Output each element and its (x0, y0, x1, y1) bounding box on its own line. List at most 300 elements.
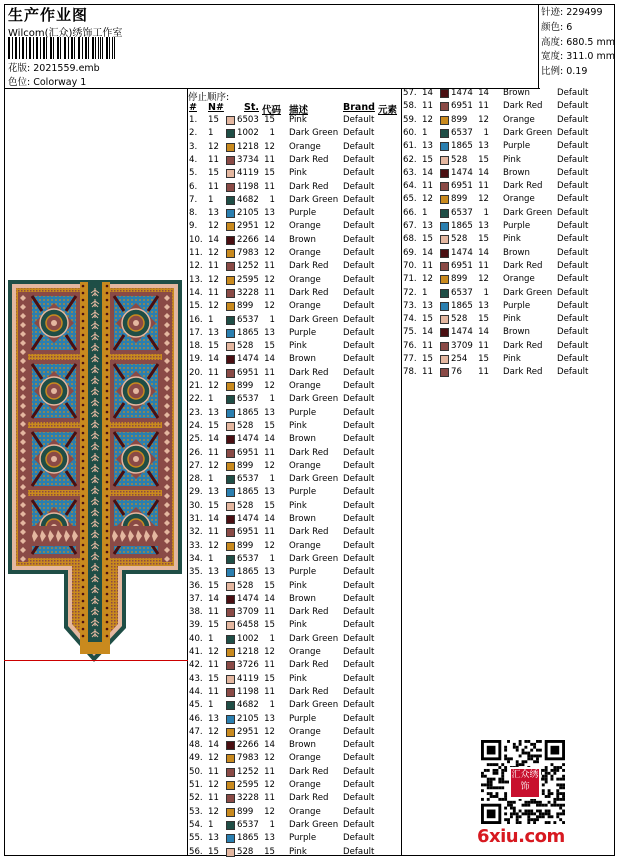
qr-module (490, 786, 493, 789)
color-number: 11 (264, 660, 275, 671)
stitch-dot (82, 488, 85, 491)
qr-module (545, 778, 548, 781)
needle-number: 12 (208, 540, 219, 551)
color-description: Dark Green (503, 287, 553, 298)
thread-code: 528 (451, 154, 468, 165)
qr-module (498, 781, 501, 784)
color-number: 14 (478, 247, 489, 258)
qr-module (501, 769, 504, 772)
stitch-dot (82, 376, 85, 379)
color-description: Dark Green (503, 127, 553, 138)
stitch-dot (82, 572, 85, 575)
color-swatch (440, 129, 449, 138)
qr-module (556, 783, 559, 786)
color-swatch (440, 222, 449, 231)
qr-module (516, 812, 519, 815)
brand: Default (343, 686, 375, 697)
stitch-dot (82, 544, 85, 547)
color-description: Brown (289, 740, 316, 751)
color-description: Pink (289, 620, 307, 631)
brand: Default (343, 593, 375, 604)
needle-number: 11 (208, 181, 219, 192)
stop-number: 41. (189, 647, 203, 657)
brand: Default (343, 673, 375, 684)
stop-number: 34. (189, 553, 203, 564)
color-description: Purple (503, 300, 531, 311)
color-description: Brown (503, 167, 530, 178)
stitch-dot (82, 621, 85, 624)
qr-module (504, 807, 507, 810)
qr-module (533, 801, 536, 804)
qr-module (553, 821, 556, 824)
needle-number: 12 (208, 647, 219, 657)
color-swatch (440, 235, 449, 244)
color-description: Pink (289, 168, 307, 179)
color-swatch (226, 369, 235, 378)
brand: Default (557, 274, 589, 285)
brand: Default (343, 793, 375, 804)
color-description: Orange (289, 381, 321, 391)
qr-module (504, 812, 507, 815)
col-header-stop: # (189, 102, 197, 113)
qr-module (495, 763, 498, 766)
needle-number: 11 (422, 260, 433, 271)
brand: Default (343, 407, 375, 418)
stop-number: 36. (189, 580, 203, 591)
color-description: Purple (503, 221, 531, 231)
qr-module (553, 769, 556, 772)
brand: Default (343, 381, 375, 391)
brand: Default (343, 780, 375, 790)
color-description: Orange (289, 726, 321, 737)
stitch-dot (106, 348, 109, 351)
brand: Default (557, 154, 589, 165)
color-description: Dark Red (289, 154, 329, 165)
qr-module (559, 778, 562, 781)
colorway-line (8, 74, 86, 88)
color-description: Dark Green (289, 553, 339, 564)
thread-code: 528 (237, 420, 254, 431)
qr-module (516, 763, 519, 766)
stop-number: 9. (189, 221, 198, 232)
color-number: 11 (264, 287, 275, 298)
color-description: Orange (289, 753, 321, 764)
qr-module (533, 743, 536, 746)
qr-module (530, 818, 533, 821)
color-number: 12 (478, 194, 489, 205)
brand: Default (343, 354, 375, 365)
thread-code: 2266 (237, 740, 259, 751)
qr-module (504, 754, 507, 757)
qr-module (551, 792, 554, 795)
needle-number: 11 (208, 154, 219, 165)
stitch-dot (106, 453, 109, 456)
color-swatch (440, 182, 449, 191)
stitch-dot (106, 376, 109, 379)
stop-number: 10. (189, 234, 203, 245)
brand: Default (343, 154, 375, 165)
color-description: Orange (289, 141, 321, 152)
stitch-dot (82, 446, 85, 449)
color-number: 15 (264, 115, 275, 125)
qr-module (495, 769, 498, 772)
qr-module (487, 798, 490, 801)
stitch-dot (82, 460, 85, 463)
qr-module (507, 760, 510, 763)
color-number: 11 (264, 607, 275, 618)
qr-module (539, 754, 542, 757)
thread-code: 6537 (237, 314, 259, 325)
col-header-elements: 元素 (378, 105, 398, 116)
color-description: Brown (289, 514, 316, 524)
qr-module (536, 804, 539, 807)
qr-module (530, 754, 533, 757)
qr-module (559, 786, 562, 789)
color-swatch (440, 302, 449, 311)
color-number: 15 (264, 168, 275, 179)
stitch-dot (82, 579, 85, 582)
needle-number: 14 (422, 247, 433, 258)
qr-module (527, 804, 530, 807)
needle-number: 13 (422, 141, 433, 152)
stop-number: 19. (189, 354, 203, 365)
color-description: Pink (289, 846, 307, 857)
medallion-panel (110, 360, 162, 422)
brand: Default (343, 274, 375, 285)
stitch-dot (106, 516, 109, 519)
qr-module (533, 746, 536, 749)
qr-module (490, 792, 493, 795)
needle-number: 11 (208, 686, 219, 697)
color-description: Dark Red (503, 181, 543, 192)
thread-code: 6951 (451, 101, 473, 112)
qr-module (513, 746, 516, 749)
needle-number: 12 (208, 141, 219, 152)
color-description: Purple (289, 487, 317, 498)
qr-module (539, 801, 542, 804)
qr-module (516, 818, 519, 821)
thread-code: 1865 (237, 407, 259, 418)
stitch-dot (106, 544, 109, 547)
color-swatch (440, 142, 449, 151)
color-swatch (226, 661, 235, 670)
needle-number: 14 (208, 234, 219, 245)
needle-number: 15 (422, 314, 433, 325)
thread-code: 528 (237, 341, 254, 352)
stop-number: 27. (189, 460, 203, 471)
needle-number: 14 (208, 354, 219, 365)
brand: Default (343, 181, 375, 192)
stop-number: 74. (403, 314, 417, 325)
stitch-dot (106, 369, 109, 372)
thread-code: 6537 (451, 207, 473, 218)
qr-module (545, 804, 548, 807)
stitch-dot (82, 537, 85, 540)
stop-number: 44. (189, 686, 203, 697)
qr-module (548, 772, 551, 775)
qr-module (507, 757, 510, 760)
qr-module (516, 749, 519, 752)
color-swatch (226, 502, 235, 511)
color-description: Dark Red (289, 287, 329, 298)
brand: Default (343, 434, 375, 445)
color-number: 14 (264, 434, 275, 445)
thread-code: 2595 (237, 780, 259, 790)
qr-module (484, 783, 487, 786)
color-swatch (226, 475, 235, 484)
color-number: 14 (264, 514, 275, 524)
qr-module (562, 798, 565, 801)
qr-module (542, 792, 545, 795)
stitch-dot (82, 635, 85, 638)
barcode-bar (53, 37, 54, 59)
brand: Default (343, 367, 375, 378)
stop-number: 15. (189, 301, 203, 312)
thread-code: 2105 (237, 208, 259, 219)
qr-module (530, 812, 533, 815)
qr-module (504, 792, 507, 795)
thread-code: 528 (237, 846, 254, 857)
stitch-dot (106, 383, 109, 386)
qr-module (542, 789, 545, 792)
qr-module (493, 795, 496, 798)
watermark-logo: 6xiu.com (477, 826, 565, 847)
needle-number: 15 (208, 580, 219, 591)
qr-module (556, 766, 559, 769)
thread-code: 2266 (237, 234, 259, 245)
qr-module (536, 818, 539, 821)
company-name: Wilcom(汇众)绣饰工作室 (8, 28, 123, 39)
brand: Default (343, 248, 375, 258)
qr-module (559, 807, 562, 810)
qr-module (487, 792, 490, 795)
color-swatch (226, 209, 235, 218)
needle-number: 12 (208, 301, 219, 312)
color-swatch (226, 781, 235, 790)
brand: Default (343, 713, 375, 724)
medallion-panel (28, 292, 80, 354)
color-number: 14 (264, 740, 275, 751)
color-swatch (226, 582, 235, 591)
stop-number: 26. (189, 447, 203, 458)
color-number: 12 (264, 221, 275, 232)
stop-number: 38. (189, 607, 203, 618)
qr-module (501, 772, 504, 775)
stitch-dot (82, 285, 85, 288)
thread-code: 4119 (237, 168, 259, 179)
design-file-line (8, 60, 100, 74)
stop-number: 12. (189, 261, 203, 272)
qr-module (536, 754, 539, 757)
qr-module (507, 818, 510, 821)
thread-code: 6503 (237, 115, 259, 125)
thread-code: 1218 (237, 647, 259, 657)
color-number: 1 (483, 207, 489, 218)
stitch-dot (82, 453, 85, 456)
qr-module (551, 769, 554, 772)
stop-number: 47. (189, 726, 203, 737)
color-description: Brown (289, 434, 316, 445)
qr-module (548, 795, 551, 798)
color-swatch (226, 329, 235, 338)
stitch-dot (106, 572, 109, 575)
thread-code: 6537 (237, 474, 259, 485)
qr-module (495, 786, 498, 789)
needle-number: 12 (208, 780, 219, 790)
thread-code: 1218 (237, 141, 259, 152)
qr-module (542, 769, 545, 772)
brand: Default (343, 115, 375, 125)
stitch-dot (106, 390, 109, 393)
stitch-dot (106, 537, 109, 540)
brand: Default (343, 567, 375, 578)
qr-module (536, 740, 539, 743)
needle-number: 13 (208, 487, 219, 498)
medallion-panel (28, 360, 80, 422)
color-number: 1 (269, 700, 275, 711)
stitch-dot (106, 334, 109, 337)
stitch-dot (82, 313, 85, 316)
color-description: Orange (289, 647, 321, 657)
qr-module (487, 778, 490, 781)
thread-code: 899 (237, 301, 254, 312)
qr-module (562, 804, 565, 807)
color-swatch (226, 821, 235, 830)
qr-module (519, 740, 522, 743)
col-header-stitches: St. (244, 102, 259, 113)
color-swatch (226, 183, 235, 192)
color-number: 11 (478, 367, 489, 378)
qr-module (548, 789, 551, 792)
needle-number: 1 (422, 207, 428, 218)
color-description: Dark Red (289, 686, 329, 697)
stop-number: 1. (189, 115, 198, 125)
qr-module (501, 775, 504, 778)
qr-module (510, 807, 513, 810)
stitch-dot (106, 565, 109, 568)
thread-code: 1474 (451, 88, 473, 98)
color-number: 1 (269, 553, 275, 564)
qr-module (522, 812, 525, 815)
needle-number: 12 (208, 248, 219, 258)
needle-number: 12 (422, 274, 433, 285)
qr-module (487, 769, 490, 772)
needle-number: 1 (208, 194, 214, 205)
brand: Default (343, 234, 375, 245)
qr-module (495, 772, 498, 775)
brand: Default (557, 234, 589, 245)
color-swatch (440, 169, 449, 178)
color-description: Brown (503, 327, 530, 338)
color-description: Orange (289, 460, 321, 471)
color-swatch (226, 196, 235, 205)
qr-module (536, 810, 539, 813)
needle-number: 11 (208, 660, 219, 671)
stitch-dot (82, 523, 85, 526)
color-description: Dark Green (289, 633, 339, 644)
qr-module (513, 807, 516, 810)
qr-module (556, 812, 559, 815)
color-swatch (440, 342, 449, 351)
color-swatch (440, 368, 449, 377)
stitch-dot (106, 285, 109, 288)
needle-number: 14 (422, 167, 433, 178)
color-description: Pink (289, 580, 307, 591)
qr-module (542, 812, 545, 815)
stitch-dot (106, 600, 109, 603)
needle-number: 1 (208, 633, 214, 644)
stitch-dot (82, 474, 85, 477)
color-description: Dark Red (289, 261, 329, 272)
qr-module (542, 815, 545, 818)
color-number: 15 (478, 314, 489, 325)
brand: Default (343, 474, 375, 485)
brand: Default (343, 540, 375, 551)
stop-number: 55. (189, 833, 203, 844)
brand: Default (343, 128, 375, 139)
color-number: 14 (478, 327, 489, 338)
qr-module (562, 810, 565, 813)
brand: Default (343, 314, 375, 325)
thread-code: 1865 (237, 327, 259, 338)
color-swatch (226, 355, 235, 364)
qr-module (481, 775, 484, 778)
qr-module (542, 775, 545, 778)
brand: Default (343, 647, 375, 657)
needle-number: 14 (208, 434, 219, 445)
qr-module (524, 740, 527, 743)
barcode-bar (19, 37, 20, 59)
stitch-dot (82, 418, 85, 421)
color-swatch (440, 102, 449, 111)
stop-number: 76. (403, 340, 417, 351)
qr-module (536, 757, 539, 760)
stop-number: 75. (403, 327, 417, 338)
stitch-dot (106, 579, 109, 582)
color-description: Purple (289, 327, 317, 338)
design-divider (187, 88, 188, 856)
color-description: Dark Green (289, 128, 339, 139)
stop-number: 51. (189, 780, 203, 790)
color-number: 11 (264, 261, 275, 272)
qr-module (524, 812, 527, 815)
needle-number: 11 (422, 367, 433, 378)
needle-number: 1 (208, 700, 214, 711)
brand: Default (557, 314, 589, 325)
qr-module (530, 801, 533, 804)
needle-number: 12 (208, 221, 219, 232)
qr-module (490, 778, 493, 781)
color-description: Orange (289, 301, 321, 312)
needle-number: 13 (208, 713, 219, 724)
thread-code: 1865 (237, 487, 259, 498)
brand: Default (343, 394, 375, 405)
brand: Default (343, 607, 375, 618)
color-number: 11 (264, 766, 275, 777)
barcode-bar (100, 37, 101, 59)
stitch-dot (82, 614, 85, 617)
needle-number: 15 (208, 673, 219, 684)
qr-module (527, 810, 530, 813)
color-swatch (226, 143, 235, 152)
stitch-dot (82, 334, 85, 337)
thread-code: 3228 (237, 287, 259, 298)
brand: Default (557, 194, 589, 205)
stop-number: 59. (403, 114, 417, 125)
stitch-dot (106, 341, 109, 344)
brand: Default (343, 700, 375, 711)
stop-number: 71. (403, 274, 417, 285)
